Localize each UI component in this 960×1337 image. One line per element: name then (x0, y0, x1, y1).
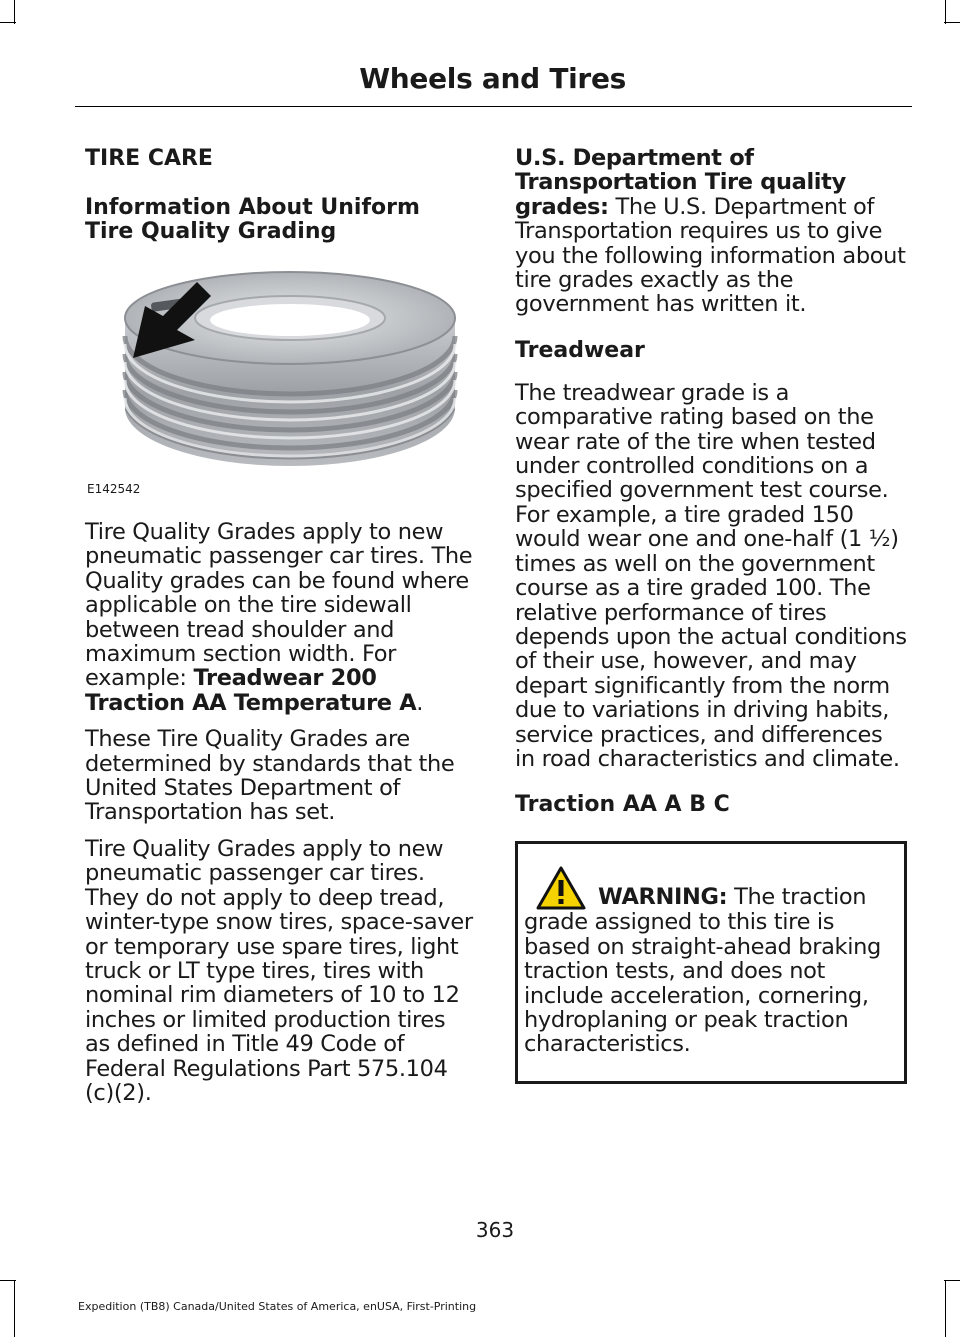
paragraph (515, 146, 907, 317)
tire-figure (85, 258, 475, 498)
warning-text: The traction grade assigned to this tire is based on straight-ahead braking traction tests, and does not include acceleration, cornering, hydroplaning or peak traction characteristics. (524, 884, 881, 1058)
dot-text: The U.S. Department of Transportation requires us to give you the following information about tire grades exactly as the government has written it. (515, 193, 906, 318)
section-title: TIRE CARE (85, 146, 213, 171)
crop-mark (944, 22, 960, 23)
crop-mark (0, 1280, 16, 1281)
figure-id: E142542 (87, 482, 141, 496)
crop-mark (14, 1280, 15, 1337)
header-divider (75, 106, 912, 107)
warning-icon (536, 866, 586, 910)
page-number: 363 (475, 1218, 515, 1242)
crop-mark (0, 22, 16, 23)
traction-heading: Traction AA A B C (515, 792, 730, 818)
subsection-title: Information About Uniform Tire Quality Grading (85, 195, 420, 244)
crop-mark (14, 0, 15, 24)
warning-box (515, 841, 907, 1083)
footer-text: Expedition (TB8) Canada/United States of America, enUSA, First-Printing (78, 1300, 477, 1313)
crop-mark (944, 1280, 960, 1281)
right-column (515, 146, 907, 1084)
tire-illustration (85, 258, 475, 498)
paragraph-text: Tire Quality Grades apply to new pneumatic passenger car tires. The Quality grades can be found where applicable on the tire sidewall between tread shoulder and maximum section width. For example: (85, 519, 473, 692)
paragraph-end: . (416, 689, 424, 716)
left-column (85, 146, 475, 1117)
crop-mark (945, 1280, 946, 1337)
paragraph: These Tire Quality Grades are determined by standards that the United States Department of Transportation has set. (85, 726, 455, 826)
chapter-title: Wheels and Tires (359, 62, 626, 95)
dot-heading: U.S. Department of Transportation Tire quality grades: (515, 145, 846, 220)
grade-example: Treadwear 200 Traction AA Temperature A (85, 665, 417, 716)
warning-paragraph (524, 866, 898, 1056)
treadwear-paragraph: The treadwear grade is a comparative rating based on the wear rate of the tire when tested under controlled conditions on a specified government test course. For example, a tire graded 150 would wear one and one-half (1 ½) times as well on the government course as a tire graded 100. The relative performance of tires depends upon the actual conditions of their use, however, and may depart significantly from the norm due to variations in driving habits, service practices, and differences in road characteristics and climate. (515, 379, 907, 772)
warning-label: WARNING: (598, 884, 728, 911)
paragraph: Tire Quality Grades apply to new pneumatic passenger car tires. They do not apply to deep tread, winter-type snow tires, space-saver or temporary use spare tires, light truck or LT type tires, tires with nominal rim diameters of 10 to 12 inches or limited production tires as defined in Title 49 Code of Federal Regulations Part 575.104 (c)(2). (85, 835, 473, 1106)
paragraph (85, 520, 475, 715)
crop-mark (945, 0, 946, 24)
treadwear-heading: Treadwear (515, 337, 645, 363)
